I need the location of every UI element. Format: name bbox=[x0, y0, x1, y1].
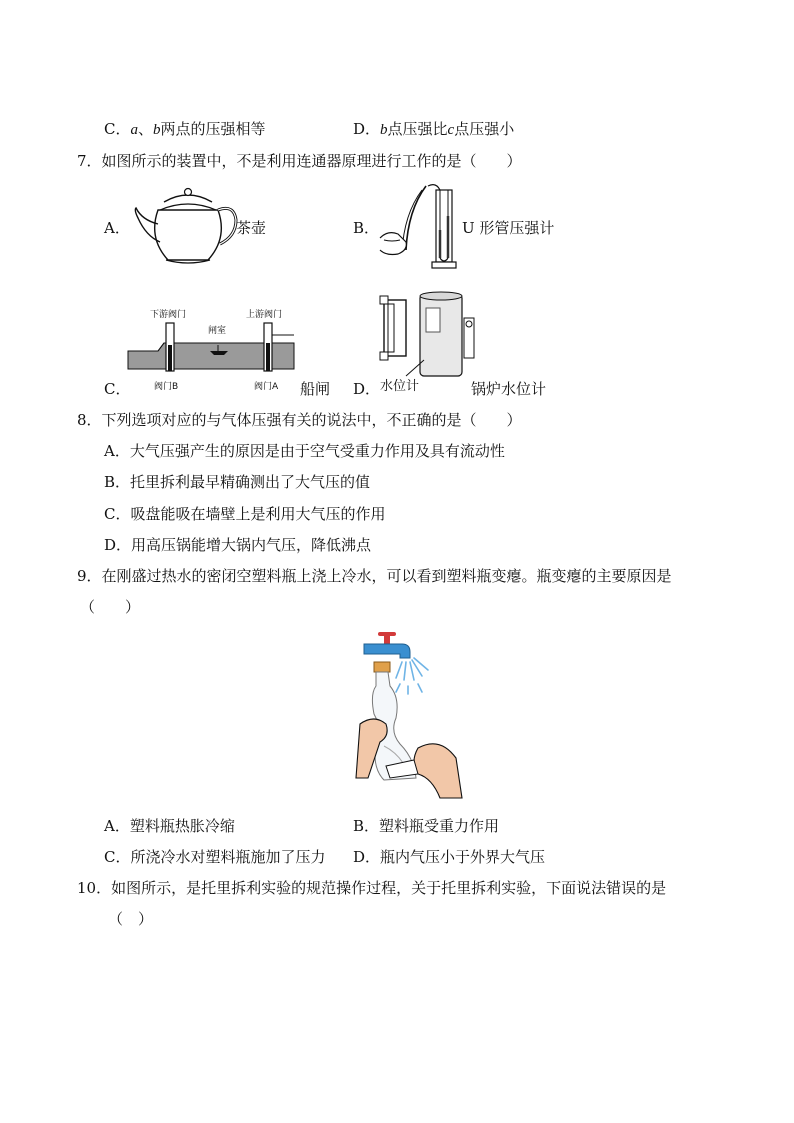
point-c: c bbox=[447, 122, 455, 138]
q6-option-d bbox=[353, 119, 514, 140]
q7-option-c-text: 船闸 bbox=[300, 380, 331, 398]
water-gauge-label: 水位计 bbox=[380, 379, 420, 394]
valve-b-label: 阀门B bbox=[154, 382, 179, 392]
q9-stem: 9．在刚盛过热水的密闭空塑料瓶上浇上冷水，可以看到塑料瓶变瘪。瓶变瘪的主要原因是 bbox=[77, 567, 672, 585]
u-tube-manometer-figure bbox=[378, 180, 468, 275]
q9-answer-paren: （ ） bbox=[80, 598, 141, 616]
q9-option-d: D．瓶内气压小于外界大气压 bbox=[353, 848, 546, 866]
q7-option-a-letter: A． bbox=[104, 219, 130, 237]
q7-option-b-text: U 形管压强计 bbox=[462, 219, 555, 237]
q7-option-c-letter: C． bbox=[104, 380, 131, 398]
point-b: b bbox=[380, 122, 388, 138]
q7-option-d-letter: D． bbox=[353, 380, 381, 398]
q10-stem: 10．如图所示，是托里拆利实验的规范操作过程，关于托里拆利实验，下面说法错误的是 bbox=[77, 879, 667, 897]
lock-chamber-label: 闸室 bbox=[208, 326, 227, 336]
bottle-cold-water-figure bbox=[356, 628, 466, 803]
q8-option-b: B．托里拆利最早精确测出了大气压的值 bbox=[104, 473, 371, 491]
q7-option-d-text: 锅炉水位计 bbox=[471, 380, 547, 398]
separator: 、 bbox=[137, 120, 153, 138]
option-text: 点压强小 bbox=[454, 120, 515, 138]
q8-option-a: A．大气压强产生的原因是由于空气受重力作用及具有流动性 bbox=[104, 442, 505, 460]
q8-stem: 8．下列选项对应的与气体压强有关的说法中，不正确的是（ ） bbox=[77, 411, 522, 429]
point-b: b bbox=[153, 122, 161, 138]
upstream-gate-label: 上游阀门 bbox=[246, 310, 283, 320]
q7-option-b-letter: B． bbox=[353, 219, 380, 237]
option-letter: C． bbox=[104, 120, 131, 138]
option-text: 点压强比 bbox=[387, 120, 448, 138]
downstream-gate-label: 下游阀门 bbox=[150, 310, 187, 320]
q10-answer-paren: （ ） bbox=[108, 910, 154, 928]
q6-option-c bbox=[104, 119, 266, 140]
option-text: 两点的压强相等 bbox=[160, 120, 266, 138]
q9-option-c: C．所浇冷水对塑料瓶施加了压力 bbox=[104, 848, 326, 866]
ship-lock-figure bbox=[128, 307, 298, 392]
q9-option-a: A．塑料瓶热胀冷缩 bbox=[104, 817, 235, 835]
q7-stem: 7．如图所示的装置中，不是利用连通器原理进行工作的是（ ） bbox=[77, 152, 522, 170]
option-letter: D． bbox=[353, 120, 381, 138]
teapot-figure bbox=[132, 180, 242, 270]
q8-option-c: C．吸盘能吸在墙壁上是利用大气压的作用 bbox=[104, 505, 386, 523]
q9-option-b: B．塑料瓶受重力作用 bbox=[353, 817, 500, 835]
point-a: a bbox=[130, 122, 138, 138]
valve-a-label: 阀门A bbox=[254, 382, 279, 392]
q8-option-d: D．用高压锅能增大锅内气压，降低沸点 bbox=[104, 536, 372, 554]
boiler-water-gauge-figure bbox=[376, 290, 486, 380]
q7-option-a-text: 茶壶 bbox=[236, 219, 267, 237]
